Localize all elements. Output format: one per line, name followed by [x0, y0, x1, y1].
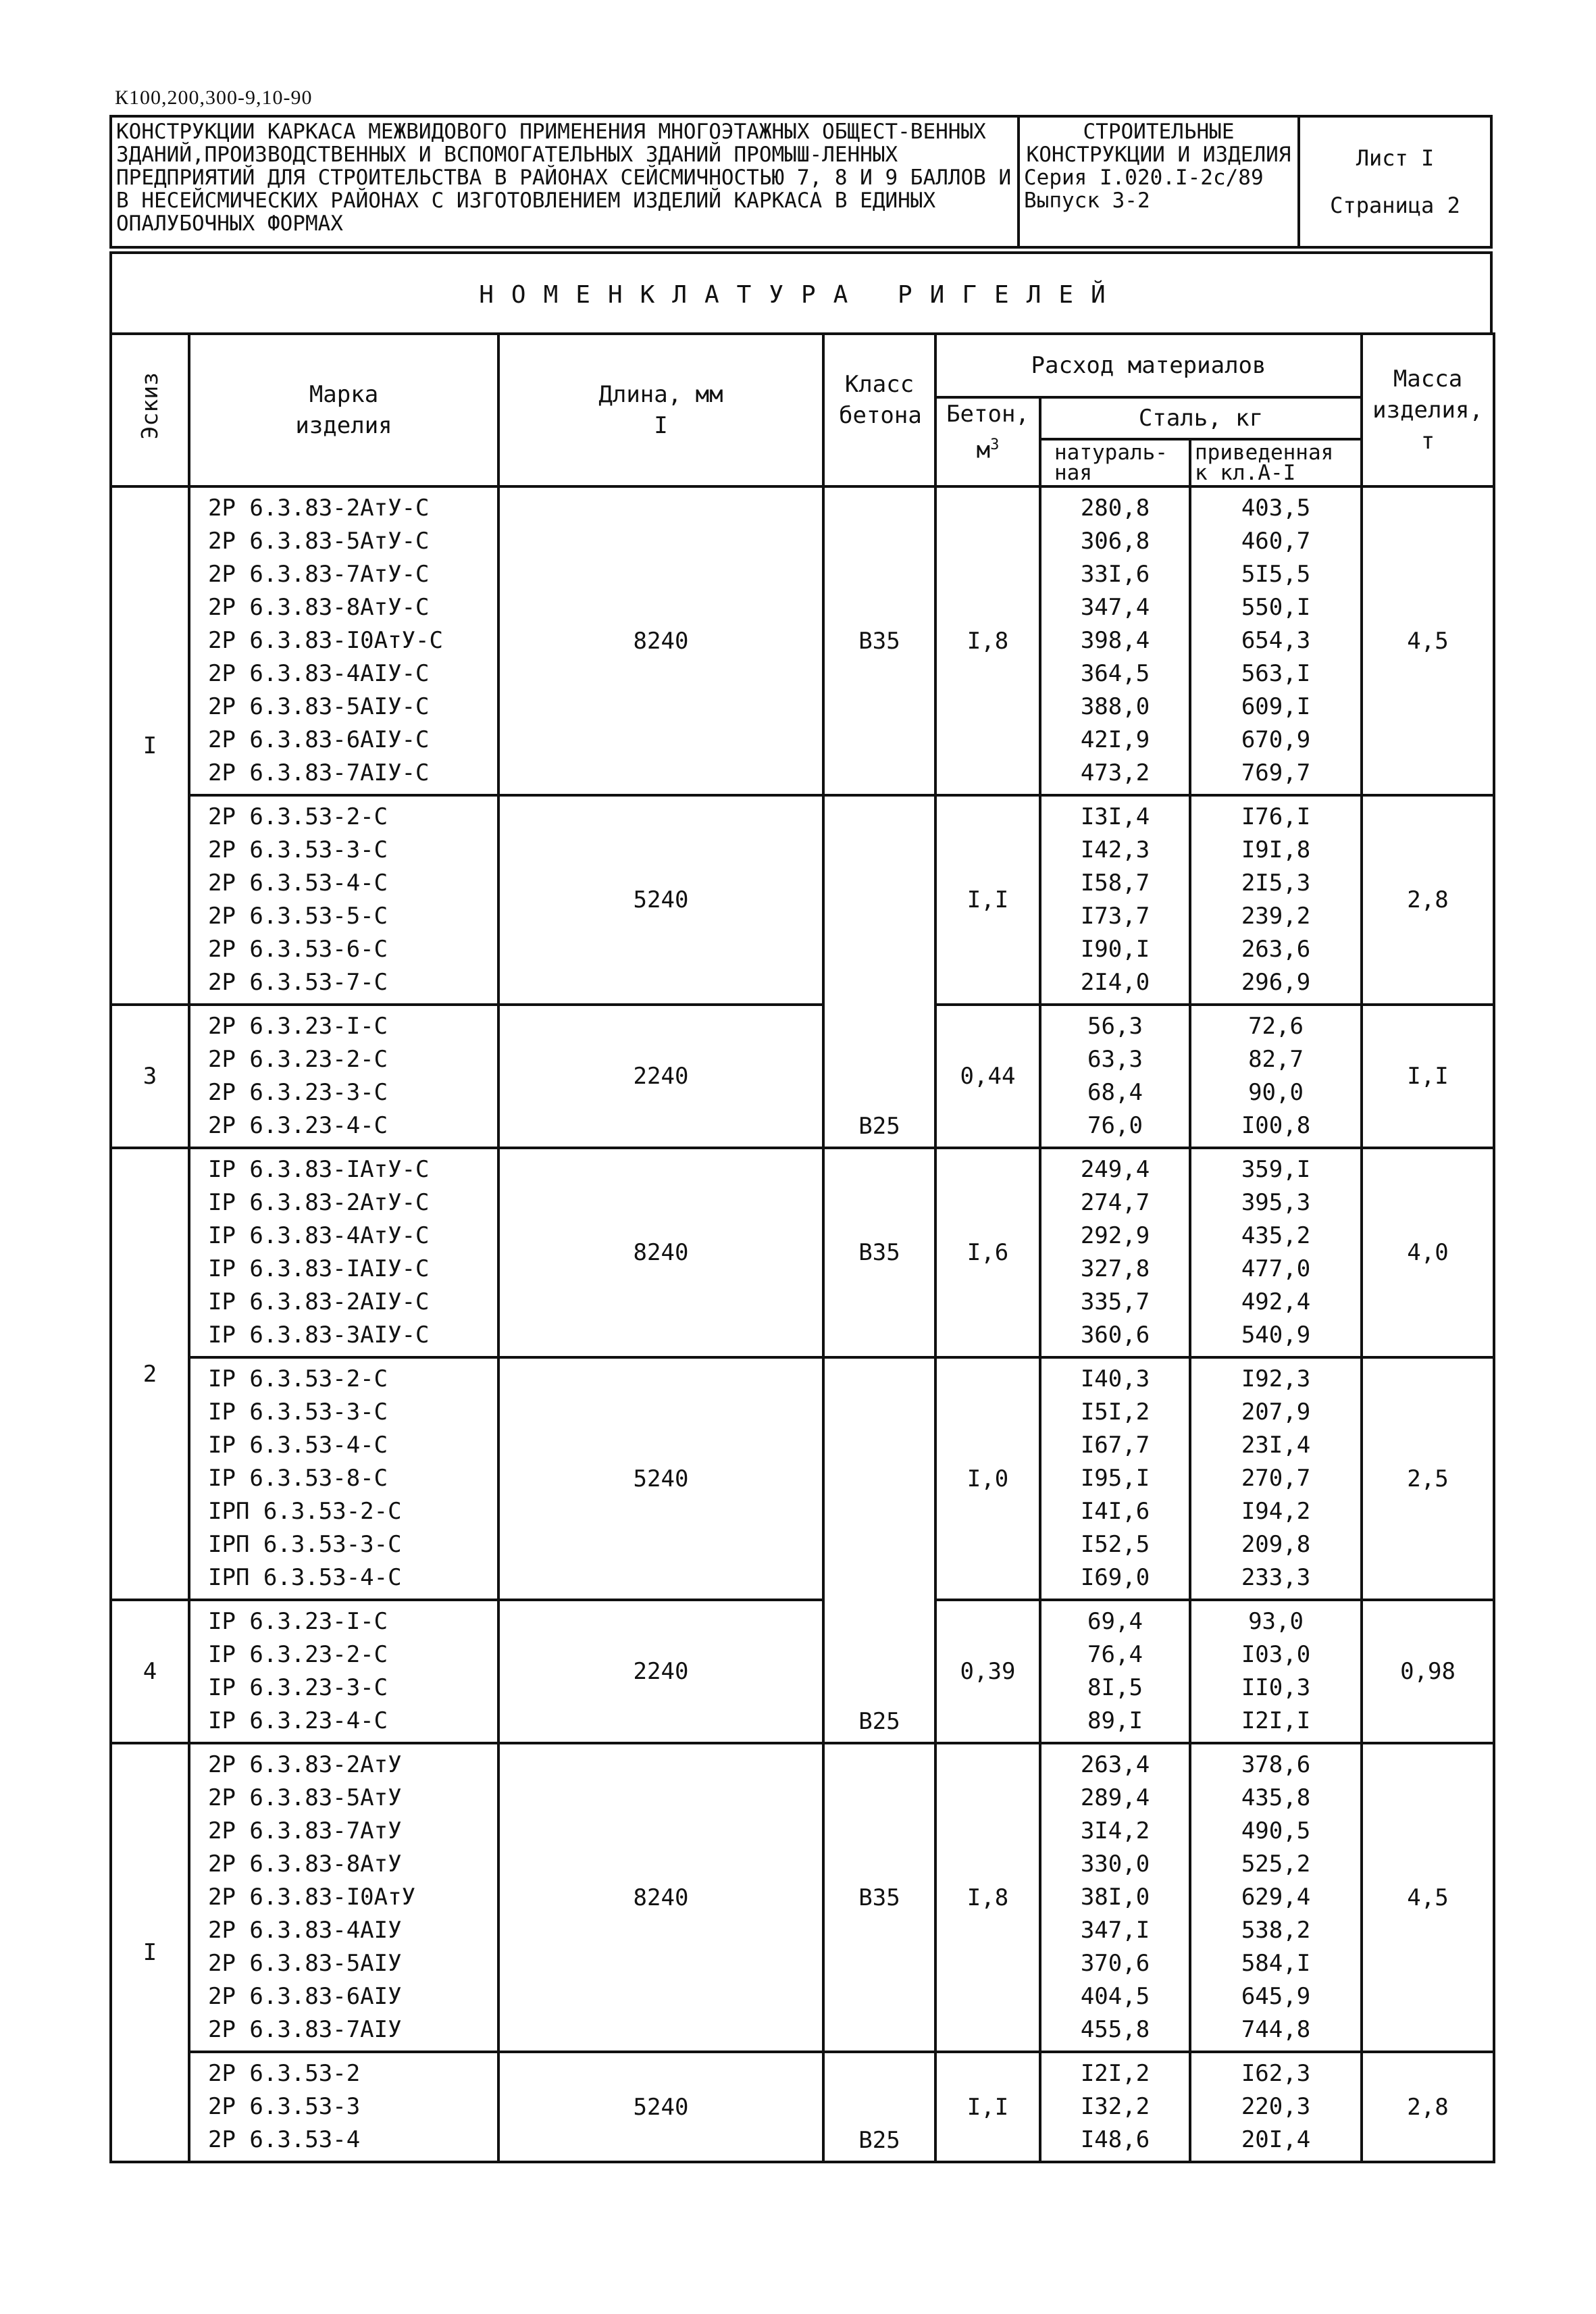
- steel-reduced-value: I92,3: [1241, 1365, 1311, 1392]
- mass-cell: 2,8: [1362, 2052, 1494, 2162]
- mark-name: IР 6.3.53-2-С: [208, 1365, 388, 1392]
- mark-name: 2Р 6.3.83-I0АтУ: [208, 1884, 416, 1911]
- sketch-cell: I: [111, 486, 189, 1005]
- steel-natural-value: I90,I: [1080, 936, 1150, 963]
- mark-name: 2Р 6.3.83-6АIУ: [208, 1983, 402, 2010]
- steel-natural-value: 8I,5: [1087, 1674, 1143, 1701]
- steel-natural-value: 33I,6: [1080, 561, 1150, 588]
- column-header-concrete: Бетон, $м^3$: [935, 397, 1040, 486]
- mark-name: 2Р 6.3.53-2-С: [208, 803, 388, 830]
- steel-reduced-list: [1190, 1005, 1362, 1148]
- steel-reduced-value: 296,9: [1241, 969, 1311, 996]
- length-cell: 2240: [498, 1005, 823, 1148]
- mark-name: IР 6.3.83-IАIУ-С: [208, 1255, 430, 1282]
- title-block-section: [1020, 118, 1300, 246]
- sketch-cell: 4: [111, 1600, 189, 1743]
- mark-name: 2Р 6.3.53-7-С: [208, 969, 388, 996]
- steel-natural-value: 280,8: [1080, 495, 1150, 522]
- steel-natural-list: [1040, 1743, 1190, 2052]
- mark-name: 2Р 6.3.23-I-С: [208, 1013, 388, 1040]
- mark-name: IР 6.3.53-3-С: [208, 1399, 388, 1426]
- steel-natural-value: 404,5: [1080, 1983, 1150, 2010]
- mass-cell: 4,5: [1362, 1743, 1494, 2052]
- steel-natural-value: I2I,2: [1080, 2060, 1150, 2087]
- steel-reduced-value: 270,7: [1241, 1465, 1311, 1492]
- steel-natural-list: [1040, 1005, 1190, 1148]
- mark-name: IРП 6.3.53-2-С: [208, 1498, 402, 1525]
- length-cell: 5240: [498, 1357, 823, 1600]
- steel-reduced-value: 72,6: [1248, 1013, 1304, 1040]
- steel-reduced-value: 492,4: [1241, 1288, 1311, 1315]
- issue-label: Выпуск 3-2: [1024, 188, 1150, 213]
- steel-natural-value: 370,6: [1080, 1950, 1150, 1977]
- steel-reduced-value: 209,8: [1241, 1531, 1311, 1558]
- sketch-cell: I: [111, 1743, 189, 2162]
- steel-natural-value: 2I4,0: [1080, 969, 1150, 996]
- column-header-materials: Расход материалов: [935, 334, 1362, 397]
- table-row: [111, 1005, 1494, 1148]
- mark-name: 2Р 6.3.23-4-С: [208, 1112, 388, 1139]
- concrete-volume-cell: I,I: [935, 795, 1040, 1005]
- steel-reduced-value: 2I5,3: [1241, 870, 1311, 897]
- steel-natural-value: 3I4,2: [1080, 1817, 1150, 1844]
- steel-natural-value: 398,4: [1080, 627, 1150, 654]
- steel-reduced-value: 525,2: [1241, 1851, 1311, 1878]
- mass-cell: 4,0: [1362, 1148, 1494, 1357]
- steel-natural-value: 76,0: [1087, 1112, 1143, 1139]
- steel-reduced-value: I76,I: [1241, 803, 1311, 830]
- steel-natural-value: 335,7: [1080, 1288, 1150, 1315]
- mark-name: 2Р 6.3.83-5АIУ: [208, 1950, 402, 1977]
- mark-name: 2Р 6.3.83-7АтУ: [208, 1817, 402, 1844]
- column-header-steel-natural: натураль-ная: [1040, 439, 1190, 486]
- mark-name: IР 6.3.83-2АIУ-С: [208, 1288, 430, 1315]
- mark-name: IР 6.3.23-2-С: [208, 1641, 388, 1668]
- mark-name: 2Р 6.3.83-2АтУ-С: [208, 495, 430, 522]
- steel-reduced-list: [1190, 1357, 1362, 1600]
- mark-name: 2Р 6.3.83-5АтУ-С: [208, 528, 430, 555]
- steel-reduced-value: 670,9: [1241, 726, 1311, 753]
- steel-natural-value: 42I,9: [1080, 726, 1150, 753]
- steel-reduced-value: 220,3: [1241, 2093, 1311, 2120]
- mark-name: 2Р 6.3.53-3-С: [208, 836, 388, 863]
- table-row: [111, 486, 1494, 795]
- concrete-class-cell: В35: [823, 1148, 935, 1357]
- sheet-label: Лист I: [1356, 145, 1435, 171]
- steel-natural-value: 263,4: [1080, 1751, 1150, 1778]
- mark-list: [189, 795, 498, 1005]
- mass-cell: 2,5: [1362, 1357, 1494, 1600]
- steel-natural-list: [1040, 1357, 1190, 1600]
- concrete-class-cell: В25: [823, 2052, 935, 2162]
- column-header-mark: Марка изделия: [189, 334, 498, 486]
- sketch-cell: 2: [111, 1148, 189, 1600]
- concrete-volume-cell: I,8: [935, 486, 1040, 795]
- concrete-volume-cell: 0,39: [935, 1600, 1040, 1743]
- steel-natural-value: 330,0: [1080, 1851, 1150, 1878]
- document-code: К100,200,300-9,10-90: [115, 86, 313, 109]
- steel-reduced-value: I62,3: [1241, 2060, 1311, 2087]
- steel-natural-value: I48,6: [1080, 2126, 1150, 2153]
- length-cell: 5240: [498, 2052, 823, 2162]
- mass-cell: 0,98: [1362, 1600, 1494, 1743]
- steel-reduced-value: 490,5: [1241, 1817, 1311, 1844]
- steel-reduced-value: I94,2: [1241, 1498, 1311, 1525]
- mark-name: 2Р 6.3.83-8АтУ: [208, 1851, 402, 1878]
- mark-list: [189, 1600, 498, 1743]
- steel-natural-list: [1040, 2052, 1190, 2162]
- table-row: [111, 1600, 1494, 1743]
- mark-name: IРП 6.3.53-3-С: [208, 1531, 402, 1558]
- steel-reduced-value: II0,3: [1241, 1674, 1311, 1701]
- length-cell: 5240: [498, 795, 823, 1005]
- mark-name: 2Р 6.3.83-7АIУ: [208, 2016, 402, 2043]
- steel-natural-value: I5I,2: [1080, 1399, 1150, 1426]
- mark-name: IР 6.3.83-3АIУ-С: [208, 1322, 430, 1349]
- steel-natural-value: 289,4: [1080, 1784, 1150, 1811]
- concrete-volume-cell: I,I: [935, 2052, 1040, 2162]
- mark-name: IР 6.3.83-IАтУ-С: [208, 1156, 430, 1183]
- mark-list: [189, 1148, 498, 1357]
- steel-reduced-value: 654,3: [1241, 627, 1311, 654]
- mass-cell: 2,8: [1362, 795, 1494, 1005]
- mark-name: 2Р 6.3.53-4-С: [208, 870, 388, 897]
- steel-reduced-value: 477,0: [1241, 1255, 1311, 1282]
- steel-reduced-value: 23I,4: [1241, 1432, 1311, 1459]
- title-block-sheet: [1300, 118, 1490, 246]
- table-row: [111, 2052, 1494, 2162]
- steel-reduced-value: 90,0: [1248, 1079, 1304, 1106]
- steel-reduced-value: 263,6: [1241, 936, 1311, 963]
- mark-name: 2Р 6.3.83-5АIУ-С: [208, 693, 430, 720]
- steel-natural-value: 364,5: [1080, 660, 1150, 687]
- steel-natural-list: [1040, 486, 1190, 795]
- steel-reduced-value: 239,2: [1241, 903, 1311, 930]
- steel-natural-value: 347,4: [1080, 594, 1150, 621]
- mark-name: IР 6.3.23-4-С: [208, 1707, 388, 1734]
- mark-name: 2Р 6.3.83-8АтУ-С: [208, 594, 430, 621]
- steel-natural-value: 68,4: [1087, 1079, 1143, 1106]
- steel-natural-value: 63,3: [1087, 1046, 1143, 1073]
- mark-name: 2Р 6.3.53-4: [208, 2126, 361, 2153]
- mark-name: 2Р 6.3.53-5-С: [208, 903, 388, 930]
- mark-name: 2Р 6.3.83-6АIУ-С: [208, 726, 430, 753]
- steel-reduced-list: [1190, 1743, 1362, 2052]
- table-row: [111, 1743, 1494, 2052]
- steel-natural-value: 69,4: [1087, 1608, 1143, 1635]
- column-header-class: Класс бетона: [823, 334, 935, 486]
- steel-natural-value: I52,5: [1080, 1531, 1150, 1558]
- steel-reduced-value: 540,9: [1241, 1322, 1311, 1349]
- steel-natural-list: [1040, 795, 1190, 1005]
- steel-reduced-value: 207,9: [1241, 1399, 1311, 1426]
- mark-name: 2Р 6.3.83-2АтУ: [208, 1751, 402, 1778]
- steel-natural-value: I4I,6: [1080, 1498, 1150, 1525]
- mark-name: IРП 6.3.53-4-С: [208, 1564, 402, 1591]
- steel-natural-value: I32,2: [1080, 2093, 1150, 2120]
- steel-natural-value: 56,3: [1087, 1013, 1143, 1040]
- mass-cell: I,I: [1362, 1005, 1494, 1148]
- mark-list: [189, 1005, 498, 1148]
- steel-reduced-value: I9I,8: [1241, 836, 1311, 863]
- steel-natural-value: I67,7: [1080, 1432, 1150, 1459]
- steel-natural-list: [1040, 1148, 1190, 1357]
- mark-name: 2Р 6.3.83-I0АтУ-С: [208, 627, 443, 654]
- steel-reduced-list: [1190, 2052, 1362, 2162]
- mark-name: IР 6.3.23-3-С: [208, 1674, 388, 1701]
- series-label: Серия I.020.I-2с/89: [1024, 166, 1264, 190]
- steel-natural-value: 347,I: [1080, 1917, 1150, 1944]
- length-cell: 8240: [498, 486, 823, 795]
- steel-reduced-value: 378,6: [1241, 1751, 1311, 1778]
- mark-list: [189, 2052, 498, 2162]
- nomenclature-table: [109, 332, 1495, 2163]
- page-label: Страница 2: [1330, 193, 1460, 218]
- title-block-description: КОНСТРУКЦИИ КАРКАСА МЕЖВИДОВОГО ПРИМЕНЕНИЯ МНОГОЭТАЖНЫХ ОБЩЕСТ-ВЕННЫХ ЗДАНИЙ,ПРОИЗВОДСТВЕННЫХ И ВСПОМОГАТЕЛЬНЫХ ЗДАНИЙ ПРОМЫШ-ЛЕННЫХ ПРЕДПРИЯТИЙ ДЛЯ СТРОИТЕЛЬСТВА В РАЙОНАХ СЕЙСМИЧНОСТЬЮ 7, 8 И 9 БАЛЛОВ И В НЕСЕЙСМИЧЕСКИХ РАЙОНАХ С ИЗГОТОВЛЕНИЕМ ИЗДЕЛИЙ КАРКАСА В ЕДИНЫХ ОПАЛУБОЧНЫХ ФОРМАХ: [112, 118, 1020, 246]
- steel-reduced-value: 584,I: [1241, 1950, 1311, 1977]
- mark-name: 2Р 6.3.83-5АтУ: [208, 1784, 402, 1811]
- steel-natural-list: [1040, 1600, 1190, 1743]
- steel-natural-value: 455,8: [1080, 2016, 1150, 2043]
- steel-natural-value: 360,6: [1080, 1322, 1150, 1349]
- steel-reduced-value: 563,I: [1241, 660, 1311, 687]
- length-cell: 2240: [498, 1600, 823, 1743]
- steel-reduced-list: [1190, 795, 1362, 1005]
- steel-natural-value: 274,7: [1080, 1189, 1150, 1216]
- concrete-volume-cell: I,8: [935, 1743, 1040, 2052]
- mark-name: 2Р 6.3.53-2: [208, 2060, 361, 2087]
- mark-list: [189, 1743, 498, 2052]
- steel-natural-value: 306,8: [1080, 528, 1150, 555]
- concrete-volume-cell: 0,44: [935, 1005, 1040, 1148]
- steel-natural-value: I73,7: [1080, 903, 1150, 930]
- steel-natural-value: 388,0: [1080, 693, 1150, 720]
- steel-natural-value: I3I,4: [1080, 803, 1150, 830]
- steel-natural-value: 38I,0: [1080, 1884, 1150, 1911]
- steel-reduced-value: 538,2: [1241, 1917, 1311, 1944]
- mark-name: 2Р 6.3.83-7АтУ-С: [208, 561, 430, 588]
- steel-reduced-value: 403,5: [1241, 495, 1311, 522]
- concrete-class-cell: В25: [823, 795, 935, 1148]
- mark-name: IР 6.3.23-I-С: [208, 1608, 388, 1635]
- steel-natural-value: 327,8: [1080, 1255, 1150, 1282]
- concrete-class-cell: В25: [823, 1357, 935, 1743]
- mark-name: 2Р 6.3.53-6-С: [208, 936, 388, 963]
- column-header-mass: Масса изделия, т: [1362, 334, 1494, 486]
- table-row: [111, 795, 1494, 1005]
- steel-reduced-value: 233,3: [1241, 1564, 1311, 1591]
- concrete-volume-cell: I,6: [935, 1148, 1040, 1357]
- mark-list: [189, 486, 498, 795]
- mark-name: IР 6.3.83-2АтУ-С: [208, 1189, 430, 1216]
- sketch-cell: 3: [111, 1005, 189, 1148]
- concrete-class-cell: В35: [823, 1743, 935, 2052]
- steel-reduced-list: [1190, 1148, 1362, 1357]
- mark-name: 2Р 6.3.83-4АIУ-С: [208, 660, 430, 687]
- steel-reduced-value: 359,I: [1241, 1156, 1311, 1183]
- mark-name: IР 6.3.83-4АтУ-С: [208, 1222, 430, 1249]
- steel-reduced-value: 460,7: [1241, 528, 1311, 555]
- steel-reduced-value: 629,4: [1241, 1884, 1311, 1911]
- concrete-volume-cell: I,0: [935, 1357, 1040, 1600]
- mark-name: 2Р 6.3.83-7АIУ-С: [208, 759, 430, 786]
- column-header-steel-reduced: приведенная к кл.А-I: [1190, 439, 1362, 486]
- table-title: НОМЕНКЛАТУРА РИГЕЛЕЙ: [109, 251, 1493, 335]
- steel-reduced-value: I00,8: [1241, 1112, 1311, 1139]
- steel-natural-value: I69,0: [1080, 1564, 1150, 1591]
- column-header-steel: Сталь, кг: [1040, 397, 1362, 439]
- steel-natural-value: 76,4: [1087, 1641, 1143, 1668]
- steel-reduced-value: 744,8: [1241, 2016, 1311, 2043]
- steel-reduced-value: 435,2: [1241, 1222, 1311, 1249]
- table-row: [111, 1357, 1494, 1600]
- mark-list: [189, 1357, 498, 1600]
- steel-reduced-value: 769,7: [1241, 759, 1311, 786]
- steel-reduced-list: [1190, 1600, 1362, 1743]
- mark-name: IР 6.3.53-8-С: [208, 1465, 388, 1492]
- steel-reduced-list: [1190, 486, 1362, 795]
- title-block: [109, 115, 1493, 249]
- steel-natural-value: I58,7: [1080, 870, 1150, 897]
- steel-reduced-value: I2I,I: [1241, 1707, 1311, 1734]
- steel-reduced-value: 20I,4: [1241, 2126, 1311, 2153]
- mark-name: IР 6.3.53-4-С: [208, 1432, 388, 1459]
- steel-natural-value: 473,2: [1080, 759, 1150, 786]
- steel-reduced-value: 645,9: [1241, 1983, 1311, 2010]
- section-name: СТРОИТЕЛЬНЫЕ КОНСТРУКЦИИ И ИЗДЕЛИЯ: [1026, 120, 1291, 167]
- steel-reduced-value: 435,8: [1241, 1784, 1311, 1811]
- steel-reduced-value: 93,0: [1248, 1608, 1304, 1635]
- steel-natural-value: I42,3: [1080, 836, 1150, 863]
- steel-reduced-value: 395,3: [1241, 1189, 1311, 1216]
- steel-natural-value: 89,I: [1087, 1707, 1143, 1734]
- mark-name: 2Р 6.3.23-2-С: [208, 1046, 388, 1073]
- steel-natural-value: 249,4: [1080, 1156, 1150, 1183]
- mark-name: 2Р 6.3.23-3-С: [208, 1079, 388, 1106]
- steel-reduced-value: 82,7: [1248, 1046, 1304, 1073]
- steel-reduced-value: 5I5,5: [1241, 561, 1311, 588]
- mark-name: 2Р 6.3.83-4АIУ: [208, 1917, 402, 1944]
- steel-natural-value: I95,I: [1080, 1465, 1150, 1492]
- length-cell: 8240: [498, 1148, 823, 1357]
- length-cell: 8240: [498, 1743, 823, 2052]
- mark-name: 2Р 6.3.53-3: [208, 2093, 361, 2120]
- steel-natural-value: I40,3: [1080, 1365, 1150, 1392]
- mass-cell: 4,5: [1362, 486, 1494, 795]
- concrete-class-cell: В35: [823, 486, 935, 795]
- steel-natural-value: 292,9: [1080, 1222, 1150, 1249]
- column-header-length: Длина, мм I: [498, 334, 823, 486]
- steel-reduced-value: 609,I: [1241, 693, 1311, 720]
- steel-reduced-value: I03,0: [1241, 1641, 1311, 1668]
- column-header-sketch: Эскиз: [111, 334, 189, 486]
- table-row: [111, 1148, 1494, 1357]
- steel-reduced-value: 550,I: [1241, 594, 1311, 621]
